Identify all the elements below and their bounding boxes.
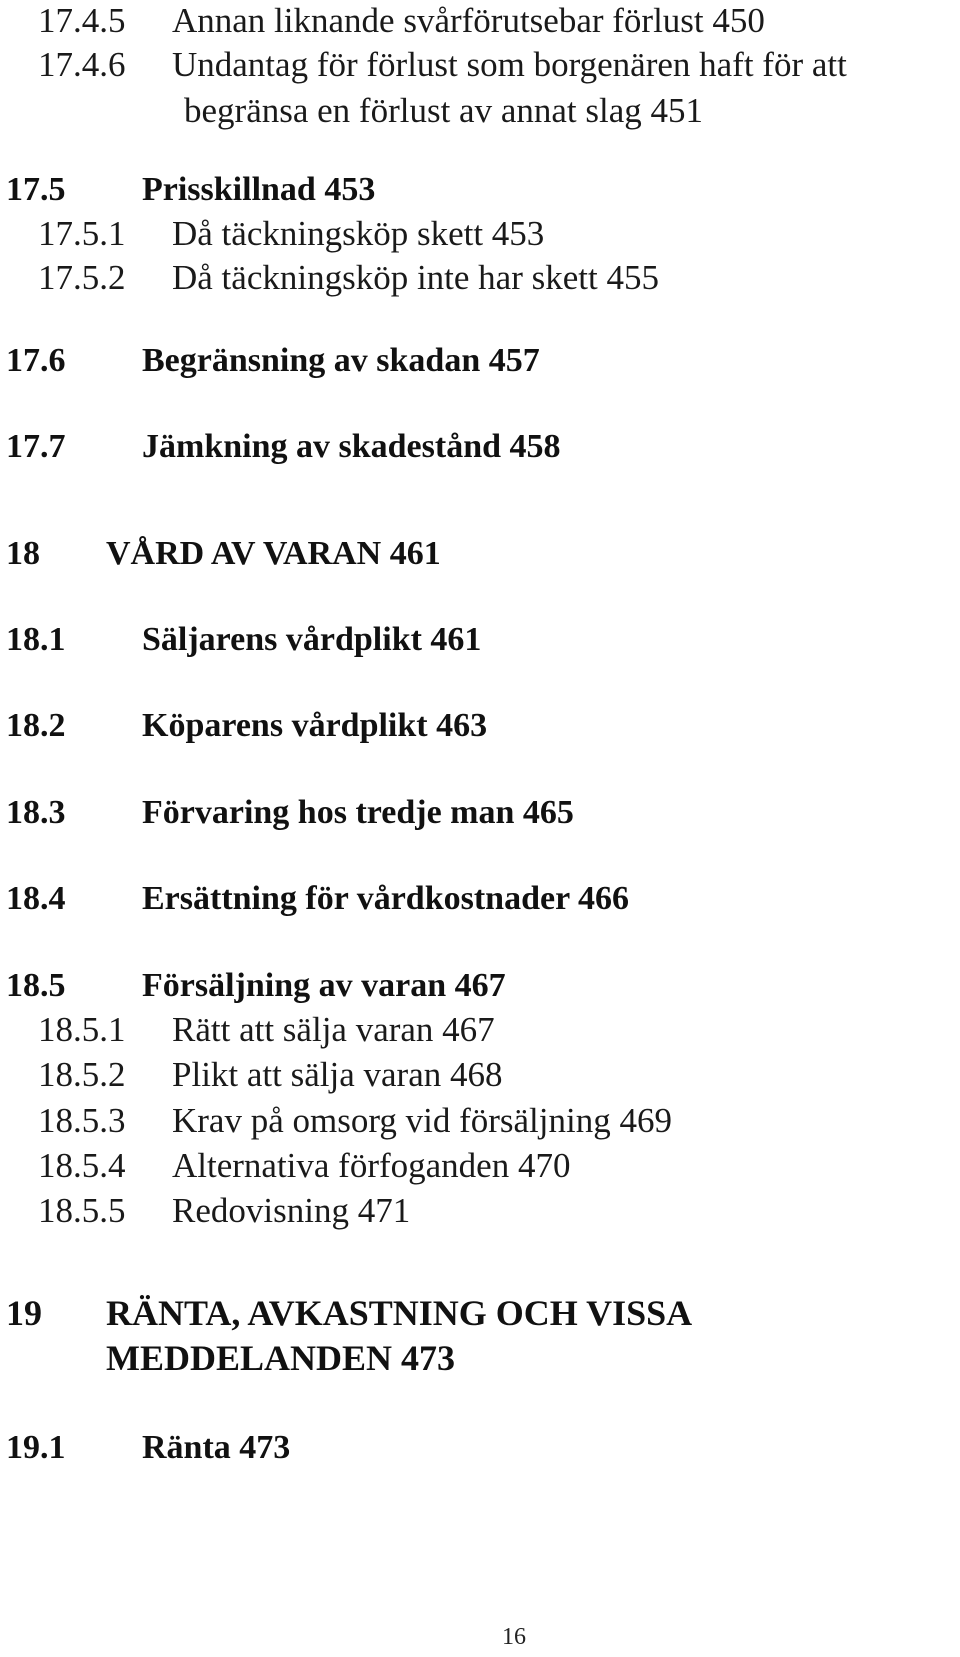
toc-entry-17-5 xyxy=(0,168,960,212)
toc-entry-number: 18.1 xyxy=(6,621,66,658)
toc-entry-title: Alternativa förfoganden 470 xyxy=(172,1146,571,1185)
toc-entry-number: 18.5.3 xyxy=(38,1101,126,1140)
toc-chapter-number: 19 xyxy=(6,1293,42,1333)
toc-entry-title: Plikt att sälja varan 468 xyxy=(172,1055,503,1094)
toc-entry-title: Jämkning av skadestånd 458 xyxy=(142,428,561,465)
toc-entry-17-7 xyxy=(0,425,960,469)
toc-entry-title: Redovisning 471 xyxy=(172,1191,411,1230)
toc-entry-title: Köparens vårdplikt 463 xyxy=(142,707,488,744)
toc-entry-number: 19.1 xyxy=(6,1429,66,1466)
toc-entry-number: 17.7 xyxy=(6,428,66,465)
toc-entry-title: Rätt att sälja varan 467 xyxy=(172,1010,495,1049)
toc-entry-number: 18.5.1 xyxy=(38,1010,126,1049)
toc-entry-18-5 xyxy=(0,964,960,1008)
toc-entry-19-1 xyxy=(0,1426,960,1470)
toc-entry-title: Ersättning för vårdkostnader 466 xyxy=(142,880,630,917)
toc-entry-17-5-1 xyxy=(0,211,960,257)
toc-chapter-19 xyxy=(0,1291,960,1378)
toc-entry-number: 18.5.2 xyxy=(38,1055,126,1094)
page-number: 16 xyxy=(502,1624,526,1650)
toc-chapter-title-continued: MEDDELANDEN 473 xyxy=(106,1338,456,1378)
toc-chapter-18 xyxy=(0,532,960,576)
toc-entry-title: Ränta 473 xyxy=(142,1429,291,1466)
toc-entry-18-5-2 xyxy=(0,1052,960,1098)
toc-chapter-number: 18 xyxy=(6,535,40,572)
toc-entry-title: Annan liknande svårförutsebar förlust 450 xyxy=(172,1,765,40)
toc-entry-18-3 xyxy=(0,791,960,835)
toc-entry-number: 17.5.2 xyxy=(38,258,126,297)
toc-entry-17-6 xyxy=(0,339,960,383)
toc-entry-18-5-5 xyxy=(0,1188,960,1234)
toc-entry-title: Då täckningsköp inte har skett 455 xyxy=(172,258,659,297)
toc-entry-number: 17.5.1 xyxy=(38,214,126,253)
toc-chapter-title: RÄNTA, AVKASTNING OCH VISSA xyxy=(106,1293,693,1333)
toc-entry-18-4 xyxy=(0,877,960,921)
toc-entry-18-2 xyxy=(0,704,960,748)
toc-entry-18-1 xyxy=(0,618,960,662)
toc-entry-17-5-2 xyxy=(0,255,960,301)
toc-entry-number: 17.4.6 xyxy=(38,45,126,84)
toc-entry-number: 18.3 xyxy=(6,794,66,831)
toc-entry-number: 17.5 xyxy=(6,171,66,208)
toc-chapter-title: VÅRD AV VARAN 461 xyxy=(106,535,441,572)
toc-entry-18-5-3 xyxy=(0,1098,960,1144)
toc-entry-title: Begränsning av skadan 457 xyxy=(142,342,540,379)
toc-entry-number: 18.4 xyxy=(6,880,66,917)
toc-entry-17-4-6 xyxy=(0,42,960,130)
toc-entry-title-continued: begränsa en förlust av annat slag 451 xyxy=(184,91,704,130)
toc-entry-number: 18.5.4 xyxy=(38,1146,126,1185)
toc-entry-title: Krav på omsorg vid försäljning 469 xyxy=(172,1101,672,1140)
toc-entry-title: Säljarens vårdplikt 461 xyxy=(142,621,482,658)
toc-entry-title: Prisskillnad 453 xyxy=(142,171,376,208)
toc-entry-number: 17.4.5 xyxy=(38,1,126,40)
toc-entry-17-4-5 xyxy=(0,0,960,44)
toc-entry-number: 18.2 xyxy=(6,707,66,744)
toc-entry-number: 17.6 xyxy=(6,342,66,379)
toc-entry-number: 18.5.5 xyxy=(38,1191,126,1230)
toc-entry-title: Då täckningsköp skett 453 xyxy=(172,214,545,253)
toc-entry-number: 18.5 xyxy=(6,967,66,1004)
toc-entry-18-5-4 xyxy=(0,1143,960,1189)
toc-entry-title: Undantag för förlust som borgenären haft för att xyxy=(172,45,847,84)
toc-entry-title: Förvaring hos tredje man 465 xyxy=(142,794,574,831)
toc-entry-18-5-1 xyxy=(0,1007,960,1053)
toc-entry-title: Försäljning av varan 467 xyxy=(142,967,506,1004)
